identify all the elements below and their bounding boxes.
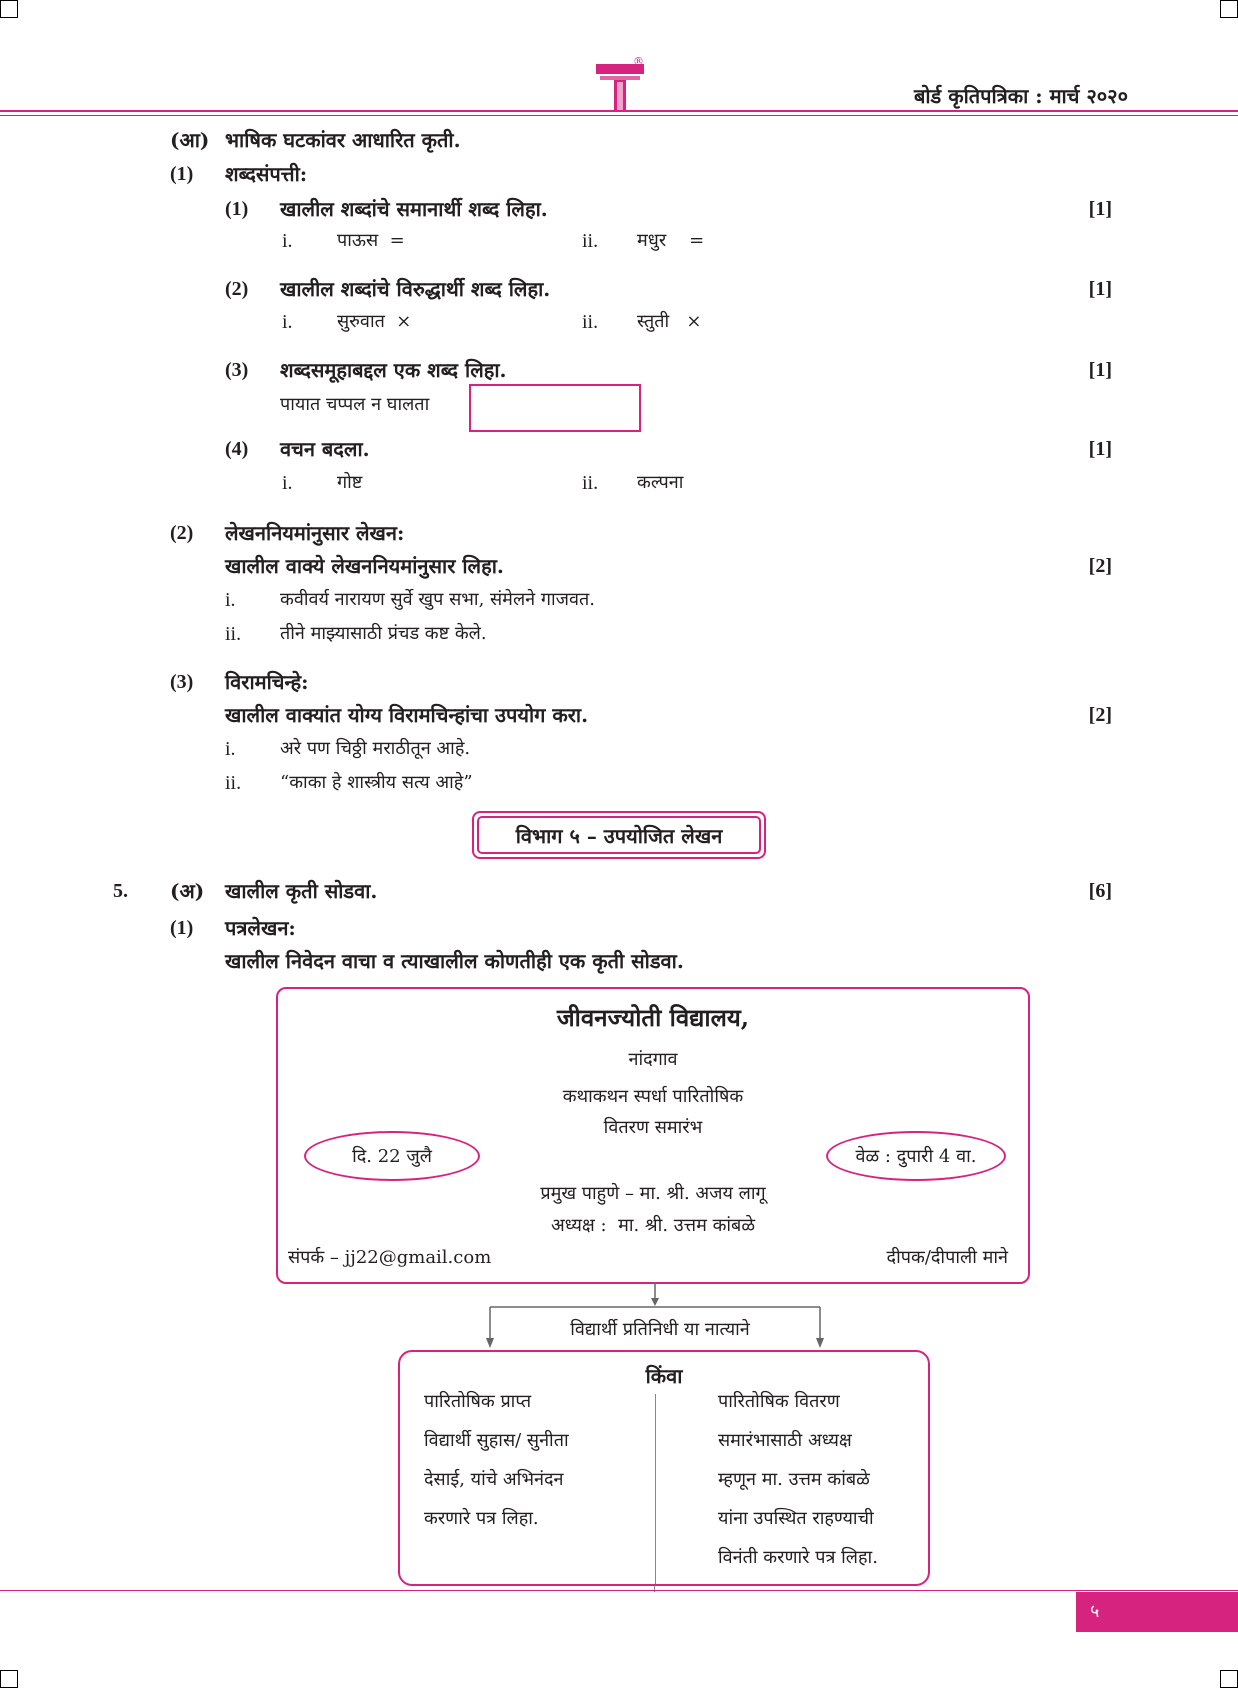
- choice-divider-tail: [654, 1586, 655, 1592]
- notice-event-line2: वितरण समारंभ: [603, 1117, 703, 1138]
- q3-number: (3): [170, 671, 194, 693]
- q5-instruction: खालील निवेदन वाचा व त्याखालील कोणतीही एक कृती सोडवा.: [225, 949, 684, 973]
- q3-ii-text: “काका हे शास्त्रीय सत्य आहे”: [280, 772, 473, 793]
- header-rule: [0, 110, 1238, 112]
- q1-sub3-title: शब्दसमूहाबद्दल एक शब्द लिहा.: [280, 358, 507, 382]
- q1-sub4-ii-text: कल्पना: [637, 472, 684, 493]
- notice-school: जीवनज्योती विद्यालय,: [556, 1003, 750, 1032]
- section-label: (आ): [170, 128, 210, 152]
- q2-instruction: खालील वाक्ये लेखननियमांनुसार लिहा.: [225, 554, 504, 578]
- q1-title: शब्दसंपत्ती:: [225, 162, 308, 186]
- q1-sub2-marks: [1]: [1088, 278, 1112, 300]
- header: [0, 0, 1238, 120]
- q1-sub2-title: खालील शब्दांचे विरुद्धार्थी शब्द लिहा.: [280, 277, 551, 301]
- q5-number: 5.: [113, 880, 128, 902]
- q1-sub4-title: वचन बदला.: [280, 437, 370, 461]
- q2-i-text: कवीवर्य नारायण सुर्वे खुप सभा, संमेलने गाजवत.: [280, 589, 595, 610]
- choice-divider: [655, 1394, 656, 1584]
- page-number-tab: [1076, 1592, 1238, 1632]
- choice-right-line: विनंती करणारे पत्र लिहा.: [718, 1547, 878, 1568]
- q1-sub1-i-text: पाऊस =: [337, 230, 405, 251]
- date-oval: [304, 1131, 480, 1181]
- q1-number: (1): [170, 163, 194, 185]
- notice-signatory: दीपक/दीपाली माने: [886, 1247, 1008, 1268]
- q2-ii-label: ii.: [225, 623, 242, 645]
- q1-sub1-i-label: i.: [282, 230, 293, 252]
- q1-sub2-i-text: सुरुवात ×: [337, 311, 412, 332]
- time-oval: [826, 1131, 1006, 1181]
- q2-i-label: i.: [225, 589, 236, 611]
- q1-sub1-marks: [1]: [1088, 198, 1112, 220]
- choice-left-line: करणारे पत्र लिहा.: [424, 1508, 539, 1529]
- choice-left-line: देसाई, यांचे अभिनंदन: [424, 1469, 564, 1490]
- notice-contact: संपर्क – jj22@gmail.com: [288, 1247, 492, 1268]
- q3-marks: [2]: [1088, 704, 1112, 726]
- q3-i-label: i.: [225, 738, 236, 760]
- choice-right-line: समारंभासाठी अध्यक्ष: [718, 1430, 852, 1451]
- q5-sub-title: पत्रलेखन:: [225, 916, 296, 940]
- q3-i-text: अरे पण चिठ्ठी मराठीतून आहे.: [280, 738, 471, 759]
- notice-chief-guest: प्रमुख पाहुणे – मा. श्री. अजय लागू: [540, 1183, 766, 1204]
- section-title: भाषिक घटकांवर आधारित कृती.: [225, 128, 461, 152]
- header-rule-thin: [0, 115, 1238, 116]
- q1-sub2-ii-text: स्तुती ×: [637, 311, 702, 332]
- page-number: ५: [1090, 1601, 1100, 1622]
- registered-mark: ®: [633, 55, 644, 68]
- q5-marks: [6]: [1088, 880, 1112, 902]
- q5-sub-number: (1): [170, 917, 194, 939]
- section5-banner: [472, 811, 766, 859]
- choice-right-line: यांना उपस्थित राहण्याची: [718, 1508, 874, 1529]
- or-label: किंवा: [645, 1364, 683, 1388]
- notice-place: नांदगाव: [628, 1049, 678, 1070]
- flow-label: विद्यार्थी प्रतिनिधी या नात्याने: [570, 1319, 750, 1340]
- q1-sub1-title: खालील शब्दांचे समानार्थी शब्द लिहा.: [280, 197, 548, 221]
- section5-banner-text: विभाग ५ – उपयोजित लेखन: [515, 823, 723, 848]
- q1-sub4-i-label: i.: [282, 472, 293, 494]
- q3-instruction: खालील वाक्यांत योग्य विरामचिन्हांचा उपयोग करा.: [225, 703, 589, 727]
- q1-sub4-number: (4): [225, 438, 249, 460]
- choice-right-line: म्हणून मा. उत्तम कांबळे: [718, 1469, 870, 1490]
- q5-label: (अ): [170, 879, 205, 903]
- q1-sub2-i-label: i.: [282, 311, 293, 333]
- notice-event-line1: कथाकथन स्पर्धा पारितोषिक: [562, 1086, 744, 1107]
- q2-ii-text: तीने माझ्यासाठी प्रंचड कष्ट केले.: [280, 623, 487, 644]
- q2-title: लेखननियमांनुसार लेखन:: [225, 521, 405, 545]
- q3-title: विरामचिन्हे:: [225, 670, 309, 694]
- q1-sub4-marks: [1]: [1088, 438, 1112, 460]
- q1-sub1-number: (1): [225, 198, 249, 220]
- q1-sub3-text: पायात चप्पल न घालता: [280, 394, 430, 415]
- q5-title: खालील कृती सोडवा.: [225, 879, 378, 903]
- q1-sub1-ii-text: मधुर =: [637, 230, 705, 251]
- crop-mark-bottom-left: [0, 1670, 18, 1688]
- notice-date: दि. 22 जुलै: [352, 1146, 432, 1167]
- q1-sub3-marks: [1]: [1088, 359, 1112, 381]
- choice-box: [398, 1350, 930, 1586]
- q1-sub1-ii-label: ii.: [582, 230, 599, 252]
- q1-sub2-ii-label: ii.: [582, 311, 599, 333]
- choice-left: [424, 1382, 644, 1538]
- q3-ii-label: ii.: [225, 772, 242, 794]
- notice-president: अध्यक्ष : मा. श्री. उत्तम कांबळे: [550, 1215, 756, 1236]
- q2-marks: [2]: [1088, 555, 1112, 577]
- q2-number: (2): [170, 522, 194, 544]
- crop-mark-bottom-right: [1220, 1670, 1238, 1688]
- q1-sub2-number: (2): [225, 278, 249, 300]
- q1-sub4-ii-label: ii.: [582, 472, 599, 494]
- answer-box[interactable]: [469, 384, 641, 432]
- choice-left-line: पारितोषिक प्राप्त: [424, 1391, 532, 1412]
- footer-rule: [0, 1590, 1238, 1591]
- choice-right-line: पारितोषिक वितरण: [718, 1391, 840, 1412]
- q1-sub4-i-text: गोष्ट: [337, 472, 363, 493]
- notice-box: [276, 987, 1030, 1284]
- q1-sub3-number: (3): [225, 359, 249, 381]
- choice-right: [718, 1382, 928, 1577]
- notice-time: वेळ : दुपारी 4 वा.: [855, 1146, 977, 1167]
- header-title: बोर्ड कृतिपत्रिका : मार्च २०२०: [913, 84, 1128, 108]
- choice-left-line: विद्यार्थी सुहास/ सुनीता: [424, 1430, 569, 1451]
